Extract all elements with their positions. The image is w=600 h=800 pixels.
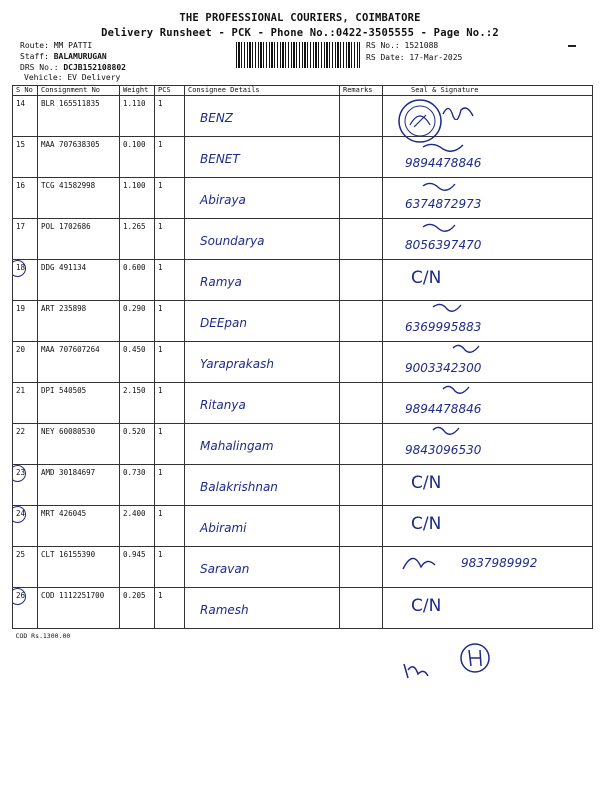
cell-consignee-text: Yaraprakash <box>200 357 274 371</box>
cell-pcs <box>155 219 185 260</box>
table-row <box>13 342 593 383</box>
cell-pcs <box>155 506 185 547</box>
cell-weight-text: 1.100 <box>123 181 146 190</box>
cell-sno-text: 17 <box>16 222 26 231</box>
cell-sno <box>13 219 38 260</box>
cn-note: C/N <box>411 514 442 534</box>
table-row <box>13 96 593 137</box>
cell-weight-text: 1.265 <box>123 222 146 231</box>
cell-weight <box>120 424 155 465</box>
cell-consignee-text: DEEpan <box>200 316 247 330</box>
cell-signature <box>383 424 593 465</box>
cell-remarks <box>340 383 383 424</box>
cell-remarks <box>340 588 383 629</box>
cell-pcs-text: 1 <box>158 140 163 149</box>
drs-value: DCJB152108802 <box>63 63 126 72</box>
cell-consignee-text: Ritanya <box>200 398 246 412</box>
signature-scribble <box>383 342 503 366</box>
cell-pcs <box>155 178 185 219</box>
circled-mark <box>13 465 27 482</box>
vehicle-label: Vehicle: EV Delivery <box>24 73 121 82</box>
cell-consignee-text: BENZ <box>200 111 234 125</box>
staff-value: BALAMURUGAN <box>53 52 107 61</box>
cell-weight-text: 0.290 <box>123 304 146 313</box>
cell-consignee <box>185 219 340 260</box>
cell-consignee <box>185 588 340 629</box>
signature-scribble <box>383 301 503 325</box>
cell-consignee-text: BENET <box>200 152 240 166</box>
cell-consignment <box>38 342 120 383</box>
cell-consignment-text: AMD 30184697 <box>41 468 96 477</box>
handwritten-phone: 9894478846 <box>405 156 482 170</box>
cell-consignment-text: MAA 707638305 <box>41 140 100 149</box>
cell-pcs <box>155 465 185 506</box>
staff-label: Staff: <box>20 52 49 61</box>
cell-sno <box>13 301 38 342</box>
cell-consignment <box>38 96 120 137</box>
cell-sno-text: 16 <box>16 181 26 190</box>
cell-weight-text: 0.600 <box>123 263 146 272</box>
cell-pcs-text: 1 <box>158 263 163 272</box>
cell-consignment-text: MRT 426045 <box>41 509 87 518</box>
cell-signature <box>383 465 593 506</box>
signature-scribble <box>383 383 503 407</box>
cell-sno-text: 24 <box>16 509 26 518</box>
cell-weight <box>120 547 155 588</box>
circled-mark <box>13 260 27 277</box>
cell-sno-text: 22 <box>16 427 26 436</box>
mark-dash <box>568 45 576 47</box>
cell-signature <box>383 260 593 301</box>
cell-weight <box>120 506 155 547</box>
cell-consignment <box>38 260 120 301</box>
cell-weight-text: 0.730 <box>123 468 146 477</box>
circled-mark <box>13 506 27 523</box>
table-row <box>13 424 593 465</box>
handwritten-phone: 9003342300 <box>405 361 482 375</box>
runsheet-subtitle: Delivery Runsheet - PCK - Phone No.:0422-3505555 - Page No.:2 <box>101 27 499 39</box>
cell-sno-text: 15 <box>16 140 26 149</box>
col-pcs: PCS <box>155 86 185 96</box>
cell-weight <box>120 137 155 178</box>
cn-note: C/N <box>411 596 442 616</box>
cell-consignee-text: Ramesh <box>200 603 249 617</box>
cell-consignee-text: Abirami <box>200 521 247 535</box>
cell-pcs-text: 1 <box>158 304 163 313</box>
col-consignee: Consignee Details <box>185 86 340 96</box>
handwritten-phone: 9894478846 <box>405 402 482 416</box>
cell-consignment <box>38 219 120 260</box>
cell-consignee <box>185 342 340 383</box>
staff-row <box>20 52 107 61</box>
cell-sno <box>13 178 38 219</box>
cell-weight-text: 0.520 <box>123 427 146 436</box>
col-remarks: Remarks <box>340 86 383 96</box>
handwritten-phone: 8056397470 <box>405 238 482 252</box>
cell-weight-text: 0.205 <box>123 591 146 600</box>
table-row <box>13 588 593 629</box>
signature-scribble <box>383 547 503 571</box>
handwritten-phone: 9837989992 <box>461 556 538 570</box>
cell-consignment-text: NEY 60080530 <box>41 427 96 436</box>
cell-consignment-text: POL 1702686 <box>41 222 91 231</box>
rs-date: RS Date: 17-Mar-2025 <box>366 53 463 62</box>
cell-sno <box>13 96 38 137</box>
cell-consignment <box>38 506 120 547</box>
col-seal-signature: Seal & Signature <box>383 86 593 96</box>
cell-signature <box>383 506 593 547</box>
cell-consignment-text: BLR 165511835 <box>41 99 100 108</box>
cell-consignment <box>38 588 120 629</box>
cell-weight <box>120 465 155 506</box>
cell-sno-text: 25 <box>16 550 26 559</box>
cell-pcs <box>155 137 185 178</box>
cell-sno-text: 20 <box>16 345 26 354</box>
cell-sno-text: 21 <box>16 386 26 395</box>
cell-remarks <box>340 260 383 301</box>
cell-sno-text: 23 <box>16 468 26 477</box>
cell-consignee <box>185 96 340 137</box>
table-row <box>13 219 593 260</box>
cell-pcs <box>155 588 185 629</box>
cell-consignee-text: Balakrishnan <box>200 480 278 494</box>
cell-pcs-text: 1 <box>158 591 163 600</box>
cell-consignee <box>185 178 340 219</box>
cell-consignee-text: Abiraya <box>200 193 246 207</box>
cell-weight-text: 0.450 <box>123 345 146 354</box>
cell-sno <box>13 506 38 547</box>
table-row <box>13 301 593 342</box>
cell-consignment-text: MAA 707607264 <box>41 345 100 354</box>
cell-remarks <box>340 506 383 547</box>
cell-pcs <box>155 424 185 465</box>
table-row <box>13 383 593 424</box>
cell-consignment <box>38 465 120 506</box>
cell-consignment-text: CLT 16155390 <box>41 550 96 559</box>
cell-pcs <box>155 301 185 342</box>
cell-consignee <box>185 260 340 301</box>
cell-sno <box>13 424 38 465</box>
cell-pcs-text: 1 <box>158 550 163 559</box>
cod-row <box>13 629 593 642</box>
table-row <box>13 137 593 178</box>
cell-consignment <box>38 547 120 588</box>
cell-pcs <box>155 96 185 137</box>
cn-note: C/N <box>411 473 442 493</box>
handwritten-phone: 6374872973 <box>405 197 482 211</box>
cell-pcs <box>155 342 185 383</box>
rs-number: RS No.: 1521088 <box>366 41 439 50</box>
table-row <box>13 178 593 219</box>
cell-consignment-text: COD 1112251700 <box>41 591 105 600</box>
cell-consignee <box>185 465 340 506</box>
cell-consignee <box>185 383 340 424</box>
route-label: Route: MM PATTI <box>20 41 93 50</box>
cell-weight <box>120 260 155 301</box>
cell-weight <box>120 219 155 260</box>
circled-mark <box>13 588 27 605</box>
cell-consignee-text: Ramya <box>200 275 242 289</box>
col-weight: Weight <box>120 86 155 96</box>
cell-pcs-text: 1 <box>158 509 163 518</box>
cn-note: C/N <box>411 268 442 288</box>
cell-sno <box>13 342 38 383</box>
cell-consignment-text: ART 235898 <box>41 304 87 313</box>
cell-weight-text: 2.150 <box>123 386 146 395</box>
cell-consignment <box>38 424 120 465</box>
cell-consignee-text: Mahalingam <box>200 439 274 453</box>
cell-remarks <box>340 465 383 506</box>
barcode <box>236 42 360 68</box>
cell-weight <box>120 178 155 219</box>
cell-signature <box>383 178 593 219</box>
drs-row <box>20 63 126 72</box>
cell-pcs-text: 1 <box>158 99 163 108</box>
cell-consignment-text: DDG 491134 <box>41 263 87 272</box>
table-header-row <box>13 86 593 96</box>
cell-pcs <box>155 547 185 588</box>
cell-pcs <box>155 260 185 301</box>
cell-sno <box>13 588 38 629</box>
table-row <box>13 465 593 506</box>
company-title: THE PROFESSIONAL COURIERS, COIMBATORE <box>179 12 421 24</box>
cell-consignment <box>38 178 120 219</box>
cell-pcs-text: 1 <box>158 386 163 395</box>
cell-signature <box>383 547 593 588</box>
cell-sno-text: 19 <box>16 304 26 313</box>
cell-sno <box>13 547 38 588</box>
cell-sno-text: 26 <box>16 591 26 600</box>
seal-stamp <box>396 97 444 145</box>
table-row <box>13 506 593 547</box>
cell-weight <box>120 588 155 629</box>
cell-weight-text: 0.945 <box>123 550 146 559</box>
cell-consignment-text: DPI 540505 <box>41 386 87 395</box>
cell-pcs-text: 1 <box>158 427 163 436</box>
cell-signature <box>383 342 593 383</box>
cell-weight-text: 2.400 <box>123 509 146 518</box>
table-row <box>13 260 593 301</box>
cell-remarks <box>340 178 383 219</box>
cell-consignment <box>38 301 120 342</box>
cell-pcs-text: 1 <box>158 468 163 477</box>
cell-sno <box>13 260 38 301</box>
cell-weight <box>120 96 155 137</box>
cell-remarks <box>340 547 383 588</box>
cod-amount: COD Rs.1300.00 <box>15 632 71 640</box>
handwritten-phone: 9843096530 <box>405 443 482 457</box>
cell-signature <box>383 383 593 424</box>
cell-consignee <box>185 547 340 588</box>
cell-consignee <box>185 506 340 547</box>
cell-remarks <box>340 137 383 178</box>
cell-weight <box>120 301 155 342</box>
cell-sno <box>13 383 38 424</box>
col-sno: S No <box>13 86 38 96</box>
signature-scribble <box>383 219 503 243</box>
cell-remarks <box>340 301 383 342</box>
cell-consignee <box>185 301 340 342</box>
cell-pcs-text: 1 <box>158 222 163 231</box>
drs-label: DRS No.: <box>20 63 59 72</box>
cell-consignee-text: Soundarya <box>200 234 265 248</box>
cell-weight-text: 0.100 <box>123 140 146 149</box>
cell-pcs-text: 1 <box>158 345 163 354</box>
col-consignment: Consignment No <box>38 86 120 96</box>
cell-sno-text: 14 <box>16 99 26 108</box>
cell-signature <box>383 301 593 342</box>
cell-weight-text: 1.110 <box>123 99 146 108</box>
cell-consignee <box>185 424 340 465</box>
signature-scribble <box>383 178 503 202</box>
cell-weight <box>120 383 155 424</box>
cell-signature <box>383 588 593 629</box>
cell-consignee-text: Saravan <box>200 562 250 576</box>
cell-consignment-text: TCG 41582998 <box>41 181 96 190</box>
cell-sno-text: 18 <box>16 263 26 272</box>
runsheet-table <box>12 85 593 641</box>
receiver-signature-mark <box>398 640 498 684</box>
cell-consignee <box>185 137 340 178</box>
cell-pcs-text: 1 <box>158 181 163 190</box>
cell-consignment <box>38 383 120 424</box>
cell-sno <box>13 465 38 506</box>
handwritten-phone: 6369995883 <box>405 320 482 334</box>
cell-consignment <box>38 137 120 178</box>
table-row <box>13 547 593 588</box>
cell-remarks <box>340 342 383 383</box>
signature-scribble <box>383 424 503 448</box>
cell-signature <box>383 219 593 260</box>
cell-pcs <box>155 383 185 424</box>
cell-weight <box>120 342 155 383</box>
cell-sno <box>13 137 38 178</box>
cell-remarks <box>340 96 383 137</box>
cell-remarks <box>340 424 383 465</box>
cell-remarks <box>340 219 383 260</box>
